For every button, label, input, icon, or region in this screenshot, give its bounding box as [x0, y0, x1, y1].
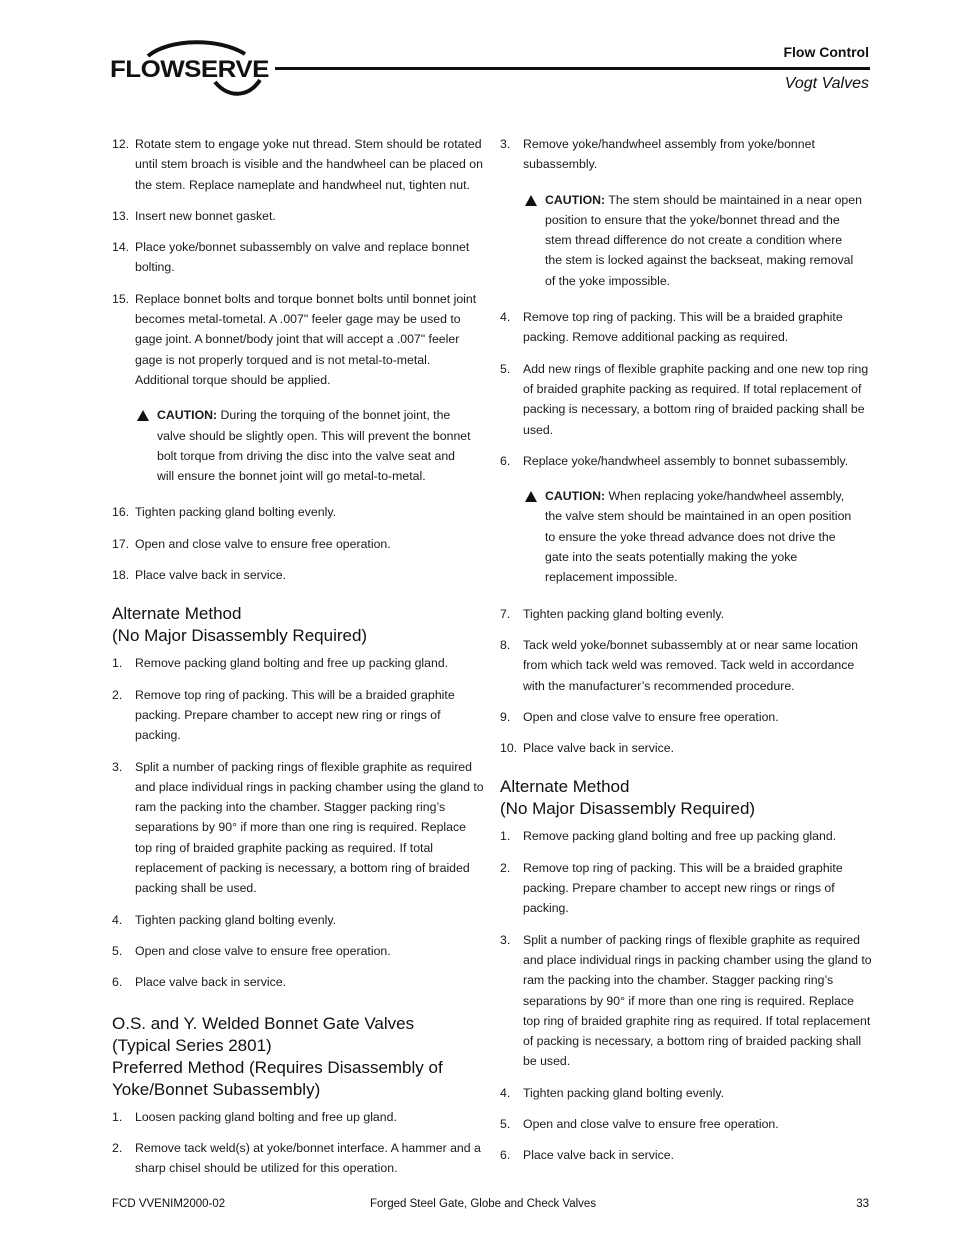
header-rule: [275, 67, 870, 70]
item-number: 4.: [500, 310, 511, 325]
item-number: 16.: [112, 505, 130, 520]
list-item: [112, 757, 484, 899]
item-text: Remove top ring of packing. This will be a braided graphite packing. Remove additional packing as required.: [523, 310, 843, 345]
item-text: Loosen packing gland bolting and free up gland.: [135, 1109, 397, 1124]
list-item: [112, 941, 484, 961]
item-text: Remove top ring of packing. This will be a braided graphite packing. Prepare chamber to accept new rings or rings of packing.: [523, 860, 843, 916]
page-header: [0, 0, 954, 120]
item-number: 1.: [112, 1109, 123, 1124]
page-number: 33: [856, 1198, 869, 1210]
item-text: Place valve back in service.: [523, 741, 675, 756]
list-item: [500, 359, 872, 440]
item-number: 15.: [112, 291, 130, 306]
right-column: [500, 134, 872, 1177]
warning-triangle-icon: [525, 491, 537, 502]
item-number: 2.: [500, 860, 511, 875]
item-text: Tighten packing gland bolting evenly.: [523, 1085, 724, 1100]
list-item: [112, 565, 484, 585]
item-number: 5.: [500, 1116, 511, 1131]
list-item: [500, 604, 872, 624]
caution-note: [500, 190, 872, 291]
item-number: 1.: [500, 829, 511, 844]
list-item: [112, 1107, 484, 1127]
item-text: Place valve back in service.: [135, 975, 287, 990]
item-number: 1.: [112, 656, 123, 671]
footer-doc-code: FCD VVENIM2000-02: [112, 1198, 226, 1210]
item-text: Tighten packing gland bolting evenly.: [135, 912, 336, 927]
heading-line: Yoke/Bonnet Subassembly): [112, 1079, 321, 1099]
item-text: Place yoke/bonnet subassembly on valve and replace bonnet bolting.: [135, 240, 470, 275]
list-item: [500, 134, 872, 175]
list-item: [112, 685, 484, 746]
item-number: 10.: [500, 741, 518, 756]
caution-note: [500, 486, 872, 587]
item-number: 6.: [500, 453, 511, 468]
item-number: 5.: [112, 943, 123, 958]
caution-text: During the torquing of the bonnet joint, the valve should be slightly open. This will prevent the bonnet bolt torque from driving the disc into the valve seat and will ensure the bonnet joint will go metal-to-metal.: [157, 408, 471, 484]
list-item: [500, 307, 872, 348]
item-text: Remove yoke/handwheel assembly from yoke/bonnet subassembly.: [523, 137, 815, 172]
footer-title: Forged Steel Gate, Globe and Check Valves: [370, 1198, 597, 1210]
list-item: [500, 451, 872, 471]
item-number: 2.: [112, 687, 123, 702]
heading-line: (Typical Series 2801): [112, 1035, 272, 1055]
item-number: 6.: [500, 1148, 511, 1163]
item-text: Open and close valve to ensure free operation.: [523, 709, 779, 724]
item-number: 14.: [112, 240, 130, 255]
item-text: Rotate stem to engage yoke nut thread. Stem should be rotated until stem broach is visible and the handwheel can be placed on the stem. Replace nameplate and handwheel nut, tighten nut.: [135, 137, 483, 192]
warning-triangle-icon: [137, 410, 149, 421]
item-number: 8.: [500, 637, 511, 652]
caution-label: CAUTION:: [545, 489, 606, 504]
item-text: Open and close valve to ensure free operation.: [135, 943, 391, 958]
item-number: 18.: [112, 568, 130, 583]
item-number: 3.: [500, 932, 511, 947]
list-item: [112, 206, 484, 226]
heading-line: Preferred Method (Requires Disassembly of: [112, 1057, 443, 1077]
item-text: Remove packing gland bolting and free up packing gland.: [523, 829, 837, 844]
item-text: Split a number of packing rings of flexible graphite as required and place individual rings in packing chamber using the gland to ram the packing into the chamber. Stagger packing ring’s separations by 90° if more than one ring is required. Replace top ring of braided graphite ring as required. If total replacement of packing is necessary, a bottom ring of braided packing shall be used.: [523, 932, 872, 1069]
list-item: [112, 653, 484, 673]
item-number: 13.: [112, 208, 130, 223]
list-item: [112, 237, 484, 278]
item-text: Open and close valve to ensure free operation.: [523, 1116, 779, 1131]
item-number: 3.: [112, 759, 123, 774]
list-item: [112, 502, 484, 522]
item-text: Place valve back in service.: [523, 1148, 675, 1163]
caution-label: CAUTION:: [545, 192, 606, 207]
heading-line: (No Major Disassembly Required): [112, 626, 368, 646]
list-item: [112, 134, 484, 195]
caution-note: [112, 405, 484, 486]
list-item: [500, 738, 872, 758]
list-item: [112, 1138, 484, 1179]
caution-text: When replacing yoke/handwheel assembly, the valve stem should be maintained in an open position to ensure the yoke thread advance does not drive the gate into the seats potentially making the yoke replacement impossible.: [545, 489, 852, 585]
left-column: [112, 134, 484, 1189]
list-item: [500, 826, 872, 846]
brand-label: Flow Control: [783, 44, 869, 60]
item-number: 17.: [112, 536, 130, 551]
warning-triangle-icon: [525, 195, 537, 206]
list-item: [112, 910, 484, 930]
list-item: [112, 289, 484, 390]
item-text: Replace yoke/handwheel assembly to bonnet subassembly.: [523, 453, 849, 468]
flowserve-logo: [110, 40, 270, 102]
item-number: 4.: [500, 1085, 511, 1100]
item-number: 12.: [112, 137, 130, 151]
item-text: Remove packing gland bolting and free up packing gland.: [135, 656, 449, 671]
item-number: 6.: [112, 975, 123, 990]
list-item: [500, 635, 872, 696]
item-number: 3.: [500, 137, 511, 151]
item-text: Split a number of packing rings of flexible graphite as required and place individual rings in packing chamber using the gland to ram the packing into the chamber. Stagger packing ring’s separations by 90° if more than one ring is required. Replace top ring of braided graphite packing as required. If total replacement of packing is necessary, a bottom ring of braided packing shall be used.: [135, 759, 484, 896]
list-item: [500, 858, 872, 919]
section-heading: [500, 776, 872, 820]
item-number: 7.: [500, 606, 511, 621]
item-text: Remove tack weld(s) at yoke/bonnet interface. A hammer and a sharp chisel should be utilized for this operation.: [135, 1140, 481, 1176]
item-number: 2.: [112, 1140, 123, 1155]
item-text: Tighten packing gland bolting evenly.: [523, 606, 724, 621]
logo-wordmark: FLOWSERVE: [110, 56, 269, 83]
list-item: [112, 534, 484, 554]
item-text: Replace bonnet bolts and torque bonnet bolts until bonnet joint becomes metal-tometal. A .007" feeler gage may be used to gage joint. A bonnet/body joint that will accept a .007" feeler gage is not properly torqued and is not metal-to-metal. Additional torque should be applied.: [135, 291, 477, 387]
list-item: [500, 930, 872, 1072]
heading-line: Alternate Method: [112, 604, 242, 624]
list-item: [112, 972, 484, 992]
list-item: [500, 707, 872, 727]
item-text: Remove top ring of packing. This will be a braided graphite packing. Prepare chamber to accept new ring or rings of packing.: [135, 687, 455, 743]
section-heading: [112, 603, 484, 647]
list-item: [500, 1083, 872, 1103]
heading-line: Alternate Method: [500, 777, 630, 797]
item-text: Tack weld yoke/bonnet subassembly at or near same location from which tack weld was removed. Tack weld in accordance with the manufacturer’s recommended procedure.: [523, 637, 858, 693]
item-number: 9.: [500, 709, 511, 724]
product-label: Vogt Valves: [784, 75, 869, 92]
heading-line: (No Major Disassembly Required): [500, 799, 756, 819]
item-text: Place valve back in service.: [135, 568, 287, 583]
heading-line: O.S. and Y. Welded Bonnet Gate Valves: [112, 1013, 415, 1033]
item-text: Insert new bonnet gasket.: [135, 208, 276, 223]
caution-label: CAUTION:: [157, 408, 218, 423]
list-item: [500, 1114, 872, 1134]
item-text: Open and close valve to ensure free operation.: [135, 536, 391, 551]
list-item: [500, 1145, 872, 1165]
caution-text: The stem should be maintained in a near open position to ensure that the yoke/bonnet thread and the stem thread difference do not create a condition where the stem is locked against the backseat, making removal of the yoke impossible.: [545, 192, 862, 288]
item-number: 5.: [500, 361, 511, 376]
section-heading: [112, 1013, 484, 1101]
item-text: Tighten packing gland bolting evenly.: [135, 505, 336, 520]
item-text: Add new rings of flexible graphite packing and one new top ring of braided graphite packing as required. If total replacement of packing is necessary, a bottom ring of braided packing shall be used.: [523, 361, 869, 437]
item-number: 4.: [112, 912, 123, 927]
